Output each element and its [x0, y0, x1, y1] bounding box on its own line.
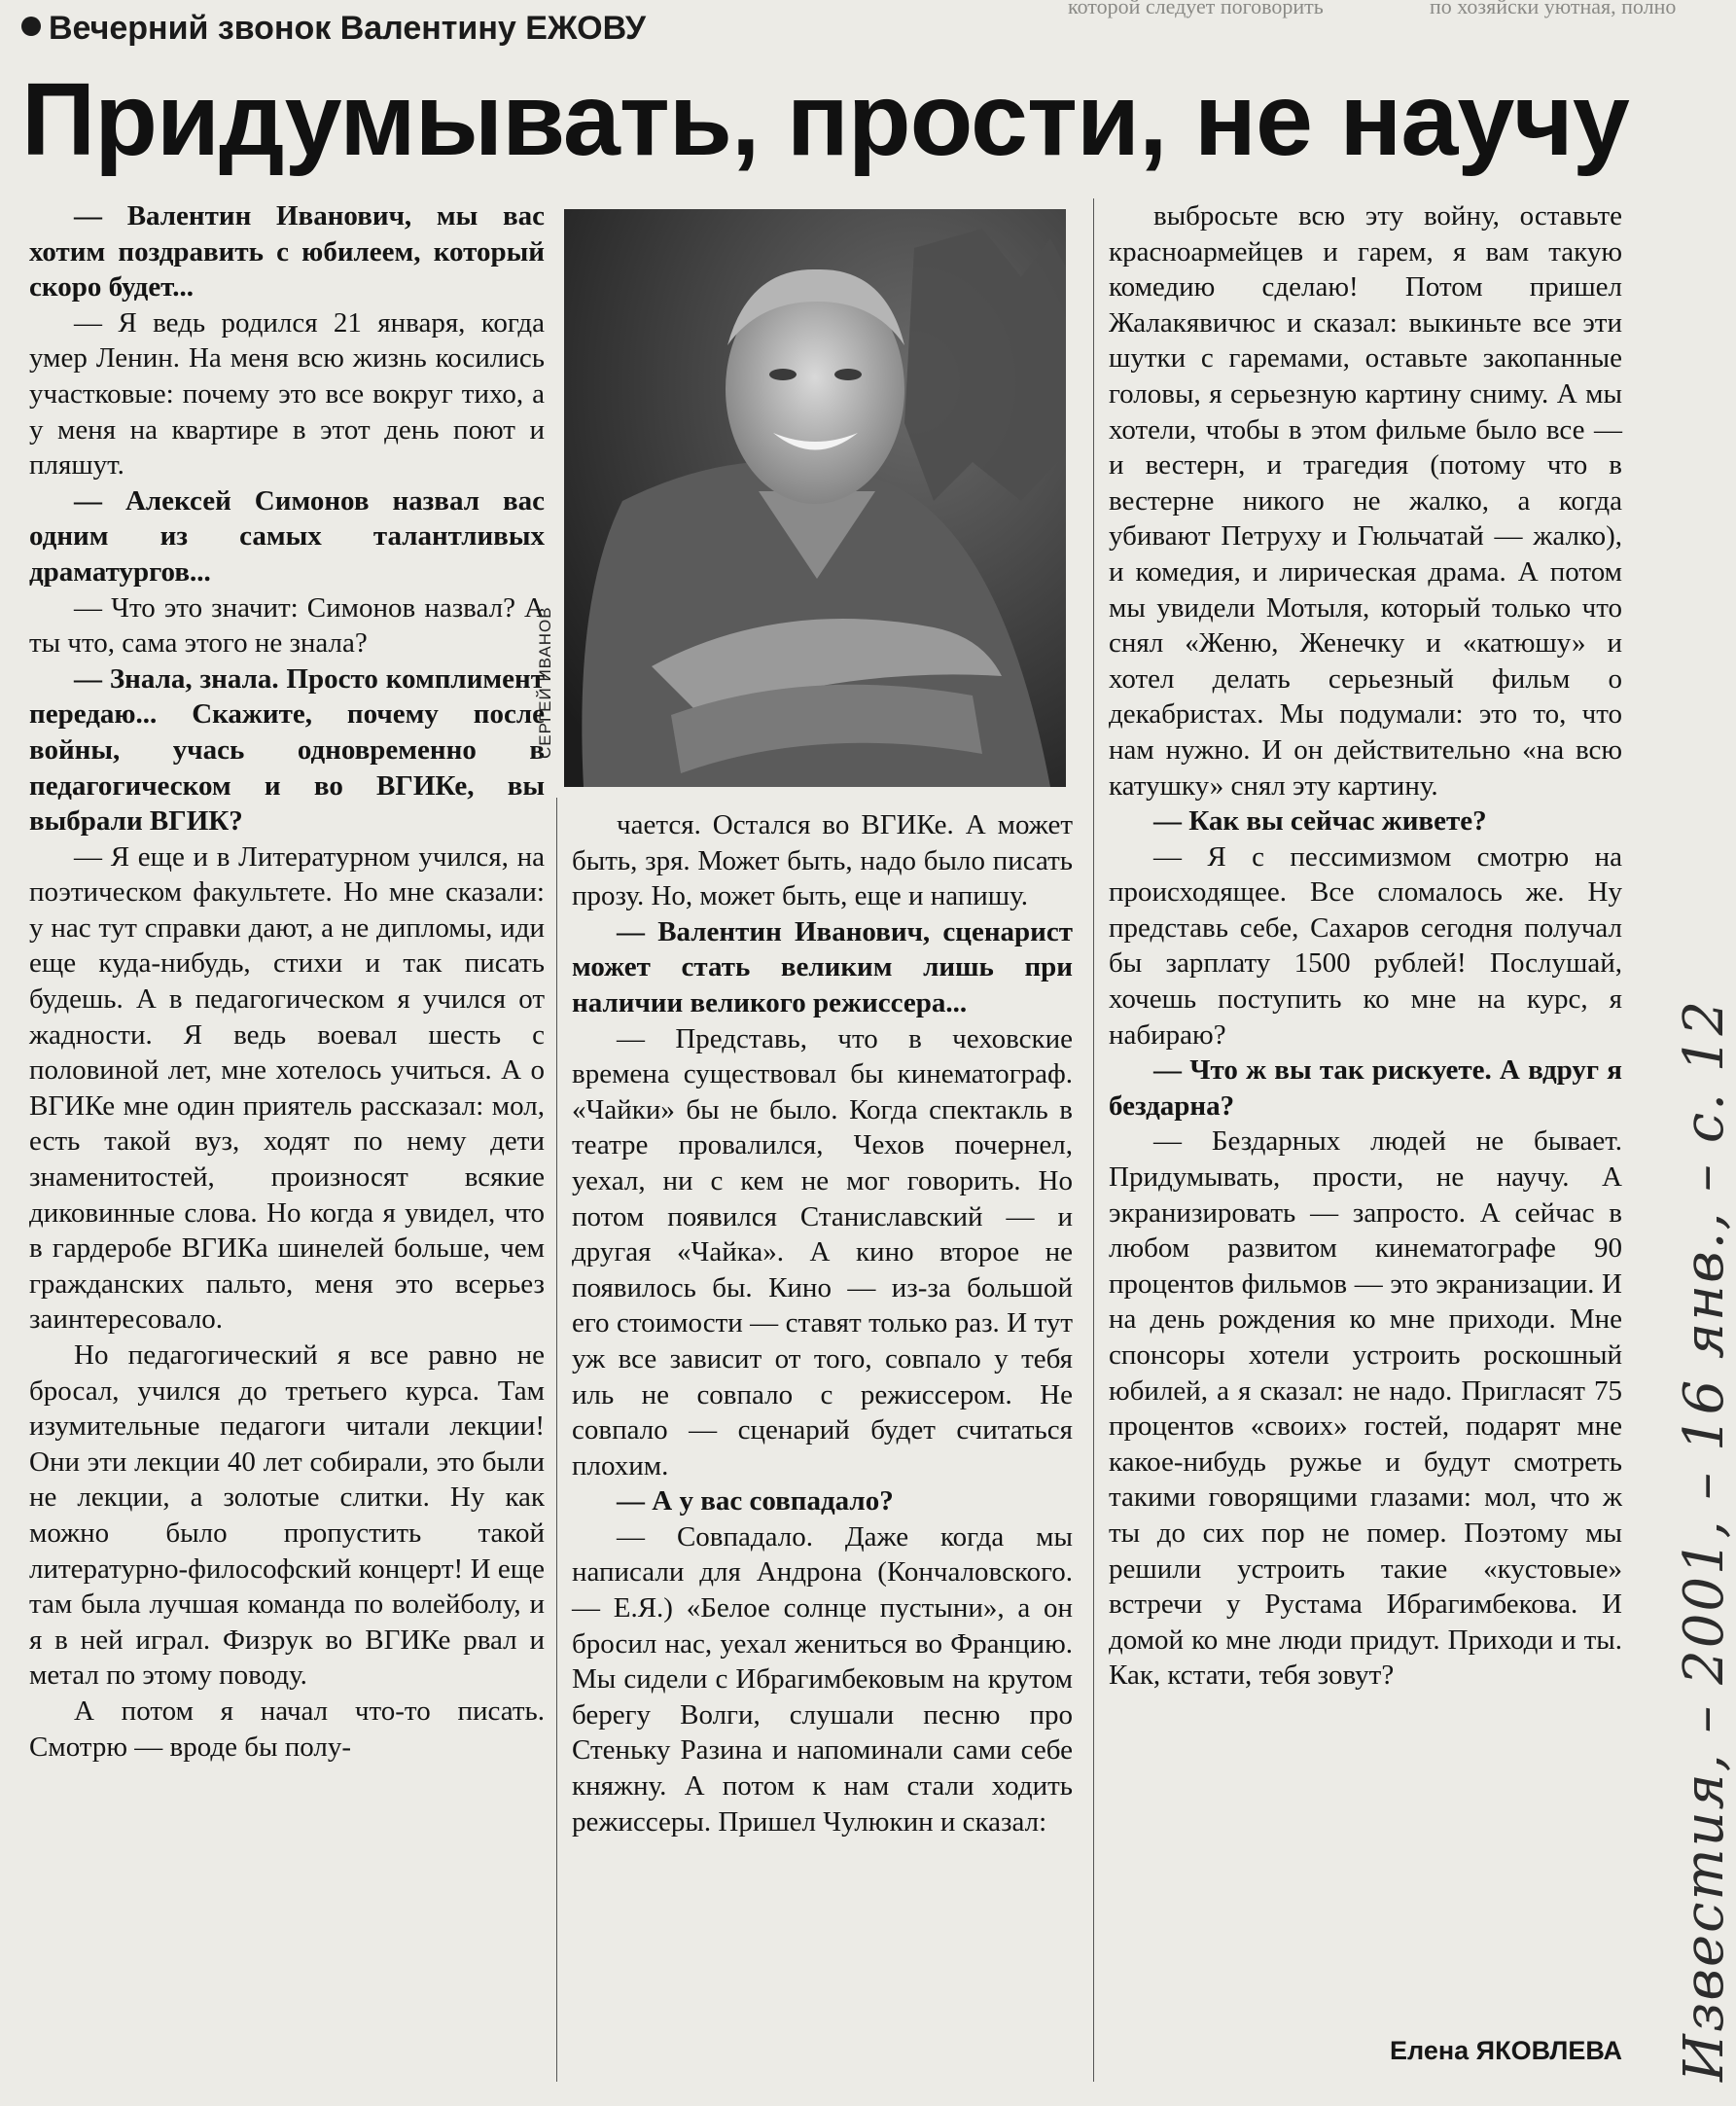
paragraph: — Валентин Иванович, сценарист может стать великим лишь при наличии великого режиссера... [572, 915, 1073, 1018]
paragraph: — Что ж вы так рискуете. А вдруг я бездарна? [1109, 1054, 1622, 1122]
paragraph: — Алексей Симонов назвал вас одним из самых талантливых драматургов... [29, 484, 545, 588]
paragraph: А потом я начал что-то писать. Смотрю — вроде бы полу- [29, 1695, 545, 1763]
photo-credit: СЕРГЕЙ ИВАНОВ [536, 606, 554, 759]
byline: Елена ЯКОВЛЕВА [1390, 2036, 1622, 2065]
paragraph: — Что это значит: Симонов назвал? А ты что, сама этого не знала? [29, 591, 545, 660]
column-rule-2 [1093, 198, 1094, 2082]
paragraph: — Бездарных людей не бывает. Придумывать, прости, не научу. А экранизировать — запросто. А сейчас в любом развитом кинематографе 90 процентов фильмов — это экранизации. И на день рождения ко мне приходи. Мне спонсоры хотели устроить роскошный юбилей, а я сказал: не надо. Пригласят 75 процентов «своих» гостей, подарят мне какое-нибудь ружье и будут смотреть такими говорящими глазами: мол, что ж ты до сих пор не помер. Поэтому мы решили устроить такие «кустовые» встречи у Рустама Ибрагимбекова. И домой ко мне люди придут. Приходи и ты. Как, кстати, тебя зовут? [1109, 1125, 1622, 1692]
handwritten-note: Известия, – 2001, – 16 янв., – с. 12 [1673, 998, 1736, 2082]
paragraph: — Я ведь родился 21 января, когда умер Ленин. На меня всю жизнь косились участковые: почему это все вокруг тихо, а у меня на квартире в этот день поют и пляшут. [29, 306, 545, 482]
column-rule-1 [556, 798, 557, 2082]
bullet-icon [21, 17, 41, 36]
paragraph: — А у вас совпадало? [617, 1485, 894, 1517]
edge-fragment-top-mid: которой следует поговорить [1068, 0, 1324, 18]
paragraph: — Я с пессимизмом смотрю на происходящее. Все сломалось же. Ну представь себе, Сахаров сегодня получал бы зарплату 1500 рублей! Послушай, хочешь поступить ко мне на курс, я набираю? [1109, 840, 1622, 1051]
paragraph: — Я еще и в Литературном учился, на поэтическом факультете. Но мне сказали: у нас тут справки дают, а не дипломы, иди еще куда-нибудь, стихи и так писать будешь. А в педагогическом я учился от жадности. Я ведь воевал шесть с половиной лет, мне хотелось учиться. А о ВГИКе мне один приятель рассказал: мол, есть такой вуз, ходят по нему дети знаменитостей, произносят всякие диковинные слова. Но когда я увидел, что в гардеробе ВГИКа шинелей больше, чем гражданских пальто, меня это всерьез заинтересовало. [29, 840, 545, 1336]
paragraph: — Валентин Иванович, мы вас хотим поздравить с юбилеем, который скоро будет... [29, 200, 545, 303]
paragraph: — Совпадало. Даже когда мы написали для Андрона (Кончаловского. — Е.Я.) «Белое солнце пустыни», а он бросил нас, уехал жениться во Францию. Мы сидели с Ибрагимбековым на крутом берегу Волги, слушали песню про Стеньку Разина и напоминали сами себе княжну. А потом к нам стали ходить режиссеры. Пришел Чулюкин и сказал: [572, 1520, 1073, 1838]
paragraph: Но педагогический я все равно не бросал, учился до третьего курса. Там изумительные педагоги читали лекции! Они эти лекции 40 лет собирали, это были не лекции, а золотые слитки. Ну как можно было пропустить такой литературно-философский концерт! И еще там была лучшая команда по волейболу, и я в ней играл. Физрук во ВГИКе рвал и метал по этому поводу. [29, 1339, 545, 1692]
edge-fragment-top-right: по хозяйски уютная, полно [1430, 0, 1677, 18]
article-column-3 [1109, 198, 1622, 1694]
paragraph: выбросьте всю эту войну, оставьте красноармейцев и гарем, я вам такую комедию сделаю! Потом пришел Жалакявичюс и сказал: выкиньте все эти шутки с гаремами, оставьте закопанные головы, я серьезную картину сниму. А мы хотели, чтобы в этом фильме было все — и вестерн, и трагедия (потому что в вестерне никого не жалко, а когда убивают Петруху и Гюльчатай — жалко), и комедия, и лирическая драма. А потом мы увидели Мотыля, который только что снял «Женю, Женечку и «катюшу» и хотел делать серьезный фильм о декабристах. Мы подумали: это то, что нам нужно. И он действительно «на всю катушку» снял эту картину. [1109, 200, 1622, 802]
article-column-1 [29, 198, 545, 1765]
rubric [21, 10, 646, 48]
paragraph: чается. Остался во ВГИКе. А может быть, зря. Может быть, надо было писать прозу. Но, может быть, еще и напишу. [572, 809, 1073, 912]
headline: Придумывать, прости, не научу [21, 62, 1629, 177]
paragraph: — Как вы сейчас живете? [1153, 805, 1487, 838]
rubric-text: Вечерний звонок Валентину ЕЖОВУ [49, 10, 647, 47]
paragraph: — Представь, что в чеховские времена существовал бы кинематограф. «Чайки» бы не было. Когда спектакль в театре провалился, Чехов почернел, уехал, ни с кем не мог говорить. Но потом появился Станиславский — и другая «Чайка». А кино второе не появилось бы. Кино — из-за большой его стоимости — ставят только раз. И тут уж все зависит от того, совпало у тебя иль не совпало с режиссером. Не совпало — сценарий будет считаться плохим. [572, 1022, 1073, 1481]
portrait-photo [564, 209, 1066, 787]
article-column-2 [572, 807, 1073, 1839]
portrait-image [564, 209, 1066, 787]
paragraph: — Знала, знала. Просто комплимент передаю... Скажите, почему после войны, учась одновременно в педагогическом и во ВГИКе, вы выбрали ВГИК? [29, 662, 545, 838]
